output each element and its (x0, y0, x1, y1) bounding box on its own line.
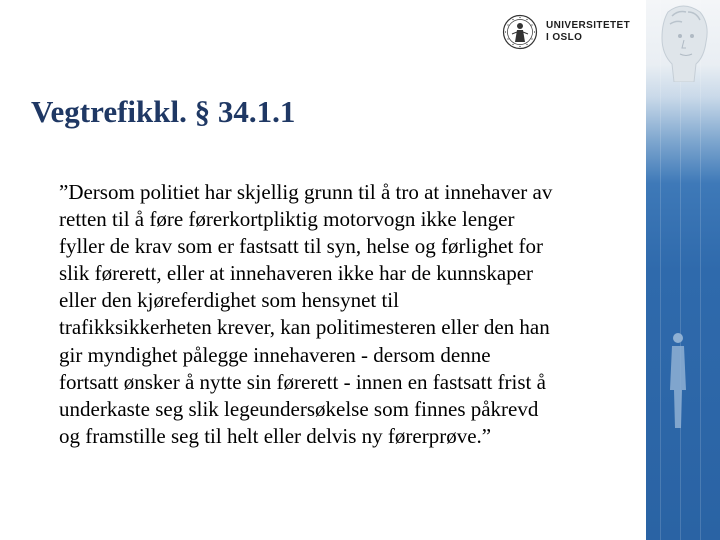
university-logo (502, 14, 642, 54)
logo-line-2: I OSLO (546, 32, 583, 43)
quote-line: og framstille seg til helt eller delvis ny førerprøve.” (59, 423, 492, 448)
quote-line: ”Dersom politiet har skjellig grunn til å tro at innehaver av (59, 180, 553, 204)
quote-line: trafikksikkerheten krever, kan politimesteren eller den han (59, 315, 550, 340)
quote-line: gir myndighet pålegge innehaveren - dersom denne (59, 342, 491, 367)
quote-body (59, 179, 639, 450)
quote-line: retten til å føre førerkortpliktig motorvogn ikke lenger (59, 207, 515, 232)
quote-line: fyller de krav som er fastsatt til syn, helse og førlighet for (59, 234, 544, 259)
slide-title: Vegtrefikkl. § 34.1.1 (31, 94, 296, 129)
university-name (546, 20, 630, 44)
statue-decoration-icon (648, 2, 718, 82)
figure-silhouette-icon (668, 330, 688, 430)
quote-line: underkaste seg slik legeundersøkelse som finnes påkrevd (59, 396, 539, 421)
university-seal-icon (502, 14, 538, 50)
logo-line-1: UNIVERSITETET (546, 20, 631, 31)
side-decoration-strip (646, 0, 720, 540)
quote-line: eller den kjøreferdighet som hensynet til (59, 288, 399, 313)
quote-line: fortsatt ønsker å nytte sin førerett - innen en fastsatt frist å (59, 369, 546, 394)
quote-line: slik førerett, eller at innehaveren ikke har de kunnskaper (59, 261, 534, 286)
